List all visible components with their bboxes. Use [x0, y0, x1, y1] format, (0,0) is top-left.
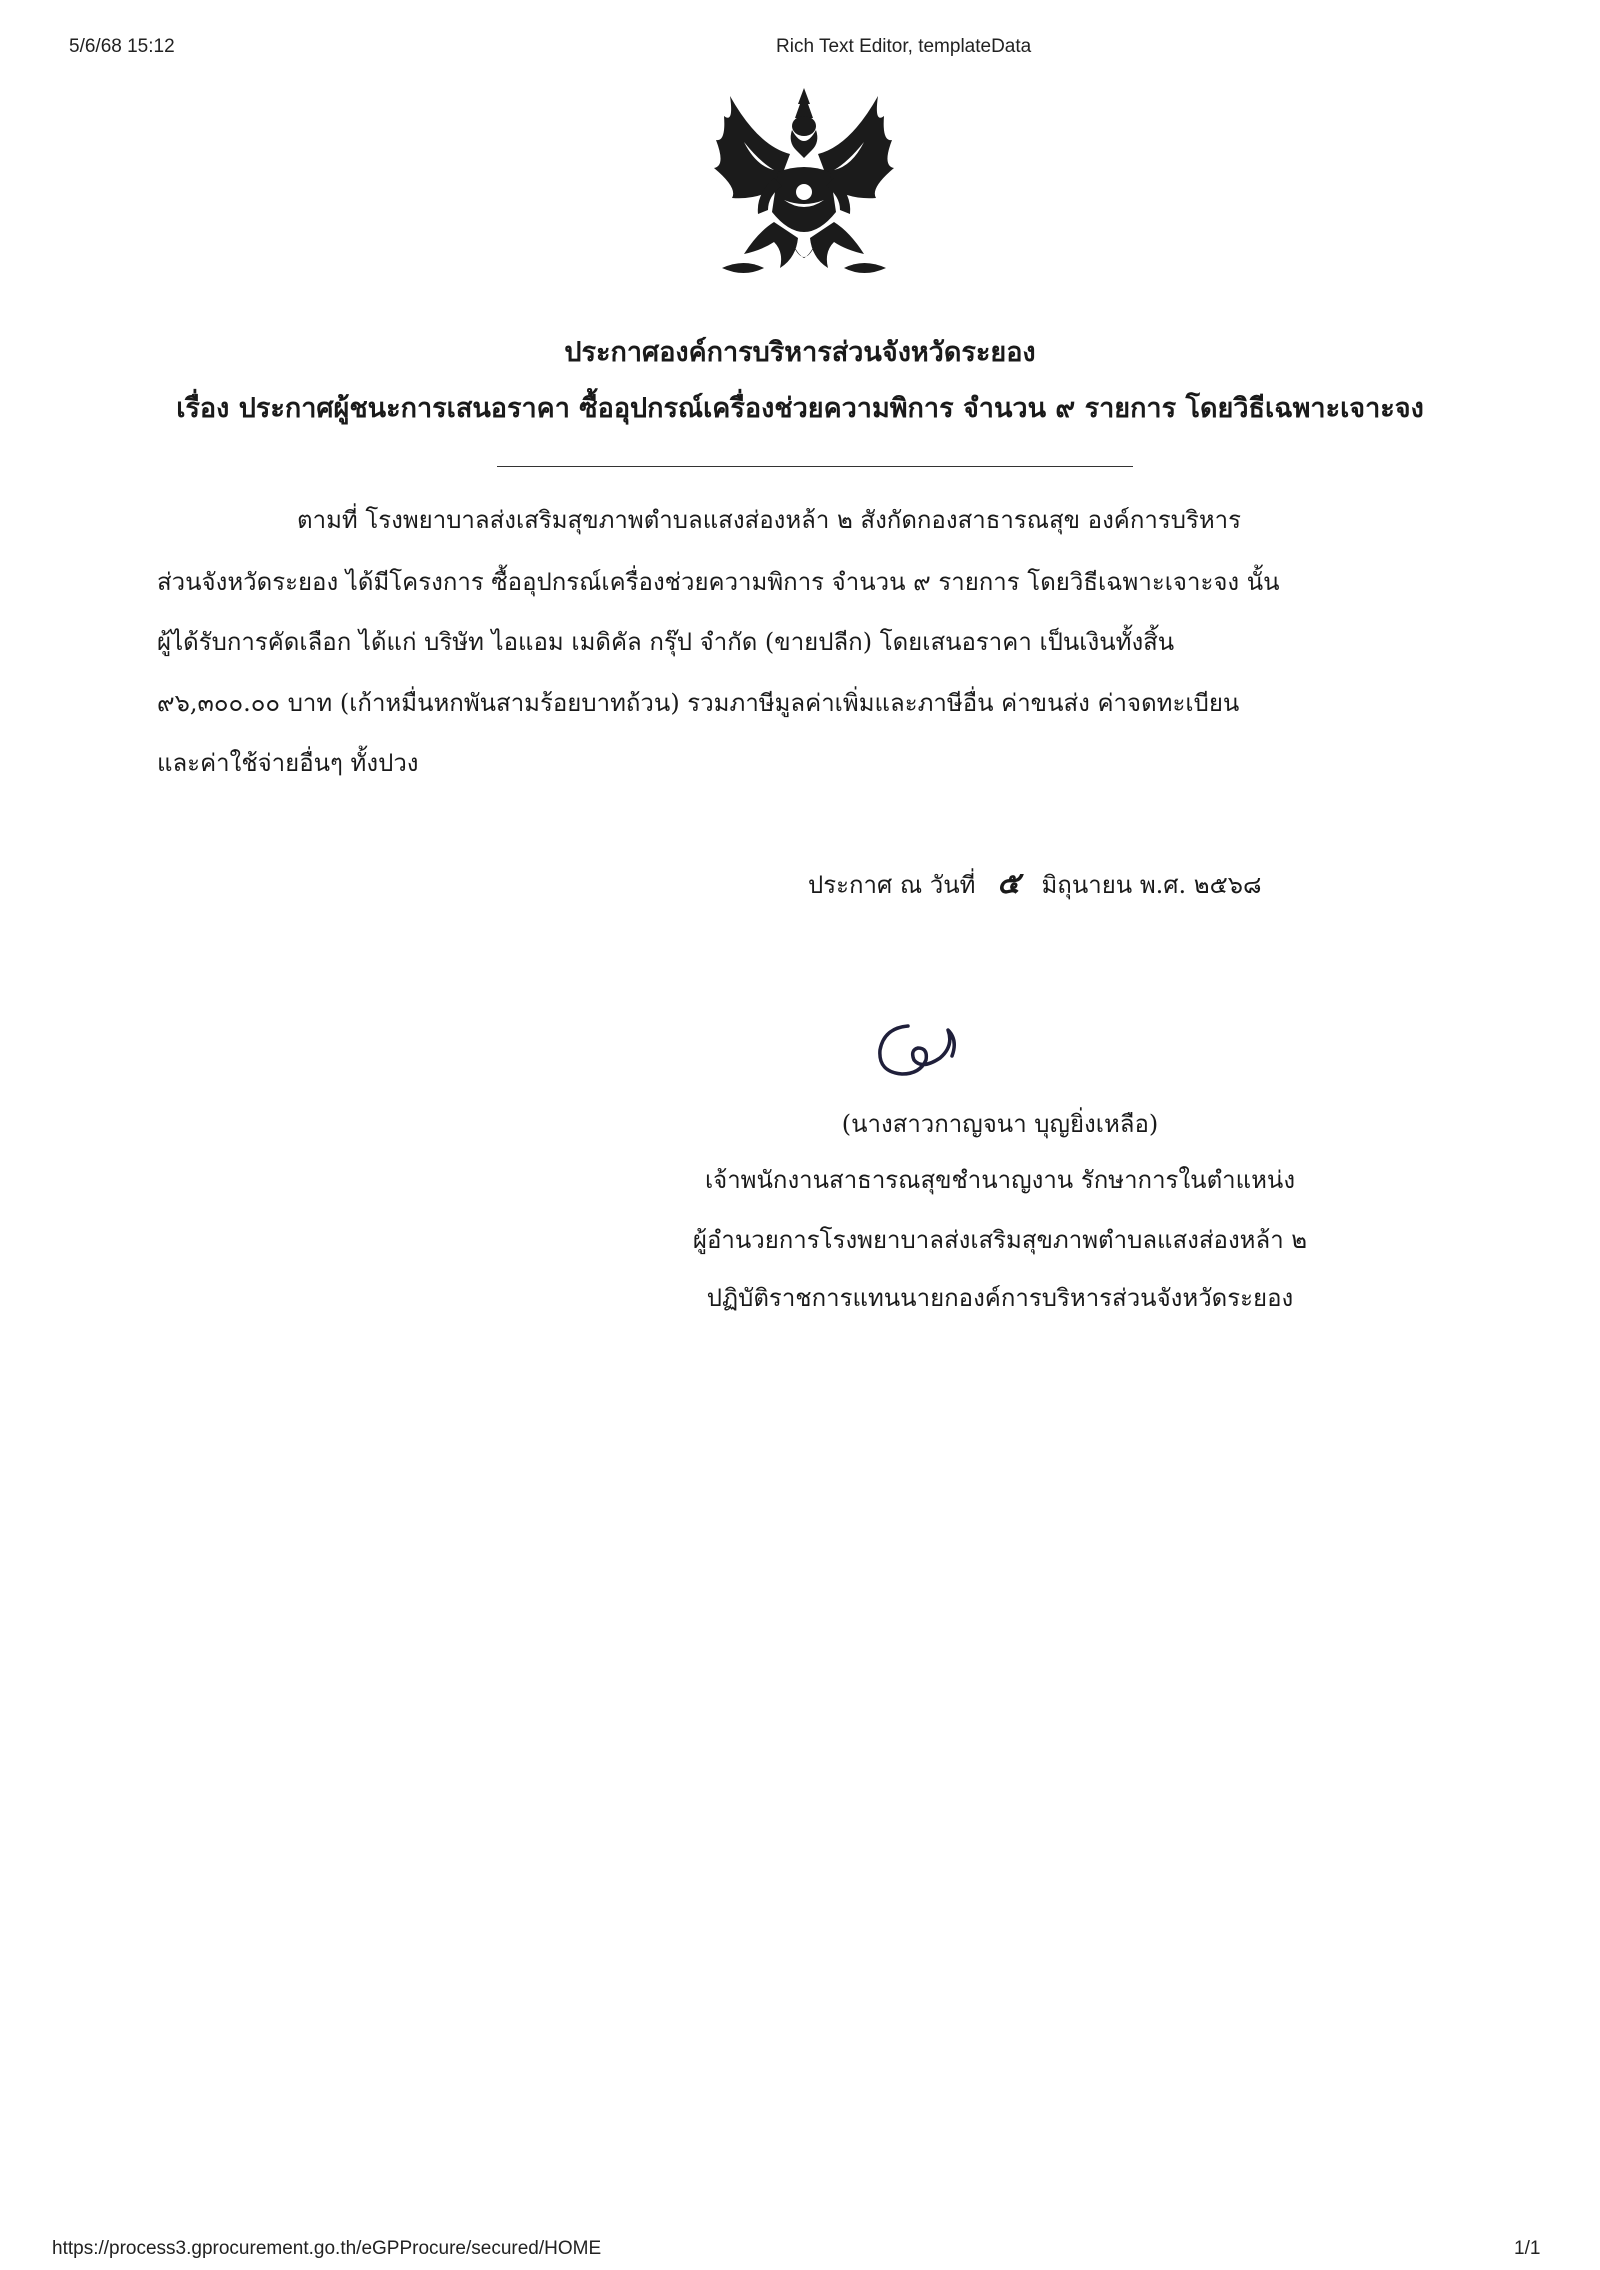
announcement-date: [808, 860, 1262, 907]
signer-name: (นางสาวกาญจนา บุญยิ่งเหลือ): [841, 1110, 1159, 1138]
body-line: ผู้ได้รับการคัดเลือก ได้แก่ บริษัท ไอแอม เมดิคัล กรุ๊ป จำกัด (ขายปลีก) โดยเสนอราคา เป็นเงินทั้งสิ้น: [157, 628, 1175, 656]
print-footer-url[interactable]: https://process3.gprocurement.go.th/eGPProcure/secured/HOME: [52, 2238, 602, 2259]
print-header-title: Rich Text Editor, templateData: [776, 36, 1032, 57]
announcement-date-suffix: มิถุนายน พ.ศ. ๒๕๖๘: [1041, 871, 1262, 899]
announcement-subject: เรื่อง ประกาศผู้ชนะการเสนอราคา ซื้ออุปกรณ์เครื่องช่วยความพิการ จำนวน ๙ รายการ โดยวิธีเฉพาะเจาะจง: [176, 393, 1424, 424]
announcement-title: ประกาศองค์การบริหารส่วนจังหวัดระยอง: [564, 337, 1036, 368]
garuda-emblem-icon: [704, 82, 904, 302]
handwritten-signature-icon: [848, 1010, 988, 1100]
print-footer-page-number: 1/1: [1514, 2238, 1541, 2259]
signer-position: ผู้อำนวยการโรงพยาบาลส่งเสริมสุขภาพตำบลแสงส่องหล้า ๒: [692, 1226, 1308, 1254]
announcement-day: ๕: [997, 866, 1020, 901]
body-line: และค่าใช้จ่ายอื่นๆ ทั้งปวง: [157, 749, 419, 777]
signer-position: เจ้าพนักงานสาธารณสุขชำนาญงาน รักษาการในตำแหน่ง: [704, 1166, 1296, 1194]
body-line: ส่วนจังหวัดระยอง ได้มีโครงการ ซื้ออุปกรณ์เครื่องช่วยความพิการ จำนวน ๙ รายการ โดยวิธีเฉพาะเจาะจง นั้น: [157, 568, 1280, 596]
body-line: ๙๖,๓๐๐.๐๐ บาท (เก้าหมื่นหกพันสามร้อยบาทถ้วน) รวมภาษีมูลค่าเพิ่มและภาษีอื่น ค่าขนส่ง ค่าจดทะเบียน: [157, 689, 1240, 717]
body-line: ตามที่ โรงพยาบาลส่งเสริมสุขภาพตำบลแสงส่องหล้า ๒ สังกัดกองสาธารณสุข องค์การบริหาร: [297, 506, 1242, 534]
title-divider: [497, 466, 1133, 467]
announcement-date-prefix: ประกาศ ณ วันที่: [808, 871, 976, 899]
print-header-datetime: 5/6/68 15:12: [69, 36, 175, 57]
signer-position: ปฏิบัติราชการแทนนายกองค์การบริหารส่วนจังหวัดระยอง: [706, 1284, 1294, 1312]
